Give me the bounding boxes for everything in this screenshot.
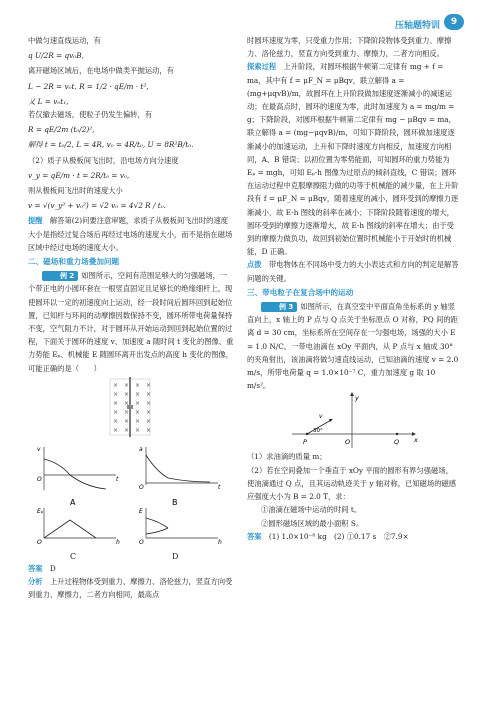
origin-label: O	[37, 538, 42, 546]
answer-value: D	[49, 563, 56, 573]
origin-label: O	[37, 475, 42, 483]
right-column	[247, 34, 459, 543]
point-q-label: Q	[394, 438, 400, 447]
field-cross: ×	[124, 390, 130, 398]
answer-value: (1) 1.0×10⁻⁸ kg (2) ①0.17 s ②7.9×	[268, 531, 409, 541]
question-2: （2）若在空间叠加一个垂直于 xOy 平面的圆形有界匀强磁场，使油滴通过 Q 点，且其运动轨迹关于 y 轴对称，已知磁场的磁感应强度大小为 B = 2.0 T，求：	[247, 465, 457, 502]
point-text: 带电物体在不同场中受力的大小表达式和方向的判定是解答问题的关键。	[247, 260, 459, 283]
graph-d	[139, 508, 222, 546]
left-column	[28, 34, 234, 601]
equation: 解得 t = t₀/2, L = 4R, v₀ = 4R/t₀, U = 8R²B/t₀.	[28, 140, 194, 150]
field-cross: ×	[146, 381, 152, 389]
example-2	[28, 269, 234, 375]
figure-label-b: B	[172, 497, 178, 507]
equation: R = qE/2m (t₀/2)²,	[28, 125, 95, 135]
figure-labels-row	[28, 550, 234, 562]
tip-paragraph	[28, 214, 234, 254]
field-cross: ×	[113, 399, 119, 407]
text-line: 若仅撤去磁场，使粒子仍发生偏转，有	[28, 110, 153, 120]
analysis-paragraph	[28, 575, 234, 601]
angle-label: 30°	[313, 428, 323, 435]
field-cross: ×	[113, 426, 119, 434]
field-cross: ×	[135, 417, 141, 425]
text-line: 则从极板间飞出时的速度大小	[28, 186, 123, 196]
figure-area	[28, 375, 234, 550]
example-2-text: 如图所示，空间有范围足够大的匀强磁场，一个带正电的小圆环套在一根竖直固定且足够长的绝缘细杆上，现使圆环以一定的初速度向上运动，经一段时间后圆环回到起始位置，已知杆与环间的动摩擦因数保持不变，圆环所带电荷量保持不变，空气阻力不计，对于圆环从开始运动到回到起始位置的过程，下面关于圆环的速度 v、加速度 a 随时间 t 变化的图像、重力势能 Eₚ、机械能 E 随圆环离开出发点的高度 h 变化的图像，可能正确的是（ ）	[28, 271, 234, 373]
question-1: （1）求油滴的质量 m；	[247, 452, 327, 462]
explore-label: 探索过程	[247, 62, 277, 72]
question-2a: ①油滴在磁场中运动的时间 t。	[261, 505, 362, 515]
field-cross: ×	[135, 408, 141, 416]
origin-label: O	[139, 483, 144, 491]
graph-c	[37, 508, 120, 546]
tip-text: 解答第(2)问要注意审题，求质子从极板间飞出时的速度大小是指经过复合场后再经过电场的速度大小，而不是指在磁场区域中经过电场的速度大小。	[28, 216, 233, 252]
figure-label-c: C	[70, 551, 77, 561]
continuation-text: 时圆环速度为零，只受重力作用；下降阶段物体受到重力、摩擦力、洛伦兹力，竖直方向受到重力、摩擦力，二者方向相反。	[247, 36, 452, 59]
axis-x-label: t	[218, 483, 221, 491]
x-axis-label: x	[414, 436, 418, 445]
axis-y-label: Eₚ	[37, 507, 44, 515]
page-header	[0, 0, 480, 30]
equation: v_y = qE/m · t = 2R/t₀ = v₀,	[28, 170, 130, 180]
example-3	[247, 300, 459, 392]
graph-b	[139, 446, 221, 491]
text-line: （2）质子从极板间飞出时，沿电场方向分速度	[28, 155, 179, 165]
answer-line	[28, 562, 234, 575]
origin-label: O	[139, 538, 144, 546]
equation: L − 2R = v₀t, R = 1/2 · qE/m · t²,	[28, 81, 149, 91]
field-cross: ×	[146, 390, 152, 398]
analysis-text: 上升过程物体受到重力、摩擦力、洛伦兹力，竖直方向受到重力、摩擦力，二者方向相同，最高点	[28, 577, 233, 600]
equation: q U/2R = qv₀B,	[28, 51, 84, 61]
equation: v = √(v_y² + v₀²) = √2 v₀ = 4√2 R / t₀.	[28, 201, 166, 211]
answer-label: 答案	[247, 531, 262, 541]
field-cross: ×	[135, 390, 141, 398]
point-label: 点拨	[247, 260, 262, 270]
field-cross: ×	[124, 426, 130, 434]
field-cross: ×	[113, 390, 119, 398]
section-heading: 二、磁场和重力场叠加问题	[28, 257, 120, 267]
equation: 又 L = v₀t₁,	[28, 96, 69, 106]
y-axis-label: y	[355, 394, 359, 403]
answer-label: 答案	[28, 563, 43, 573]
field-cross: ×	[124, 381, 130, 389]
point-paragraph	[247, 258, 459, 284]
header-title: 压轴题特训	[394, 21, 440, 31]
field-cross: ×	[146, 399, 152, 407]
field-cross: ×	[135, 426, 141, 434]
field-cross: ×	[146, 426, 152, 434]
text-line: 中做匀速直线运动，有	[28, 36, 101, 45]
axis-y-label: a	[139, 445, 143, 453]
axis-x-label: t	[116, 475, 119, 483]
point-p-label: P	[303, 438, 307, 447]
question-2b: ②圆形磁场区域的最小面积 S。	[261, 518, 364, 528]
axis-y-label: E	[139, 507, 143, 515]
field-cross: ×	[124, 408, 130, 416]
coordinate-diagram	[247, 392, 459, 450]
field-cross: ×	[135, 399, 141, 407]
example-2-figures	[28, 375, 234, 550]
page-number: 9	[444, 14, 464, 30]
origin-label: O	[345, 438, 351, 447]
field-cross: ×	[146, 408, 152, 416]
example-tag: 例 3	[261, 302, 297, 312]
text-line: 离开磁场区域后，在电场中做类平抛运动，有	[28, 66, 174, 76]
field-cross: ×	[124, 417, 130, 425]
analysis-label: 分析	[28, 577, 43, 587]
example-3-text: 如图所示，在真空室中平面直角坐标系的 y 轴竖直向上，x 轴上的 P 点与 Q 点关于坐标原点 O 对称，PQ 间的距离 d = 30 cm，坐标系所在空间存在一匀强电场，场强的大小 E = 1.0 N/C。一带电油滴在 xOy 平面内，从 P 点与 x 轴成 30° 的夹角射出，该油滴将做匀速直线运动，已知油滴的速度 v = 2.0 m/s，所带电荷量 q = 1.0×10⁻⁷ C，重力加速度 g 取 10 m/s²。	[247, 302, 459, 391]
graph-a	[37, 446, 119, 490]
field-cross: ×	[113, 417, 119, 425]
field-cross: ×	[113, 408, 119, 416]
tip-label: 提醒	[28, 216, 43, 226]
field-cross: ×	[124, 399, 130, 407]
explore-paragraph	[247, 60, 459, 258]
axis-x-label: h	[116, 538, 120, 546]
axis-y-label: v	[37, 445, 41, 453]
axis-x-label: h	[218, 538, 222, 546]
answer-line	[247, 530, 459, 543]
section-heading: 三、带电粒子在复合场中的运动	[247, 287, 354, 297]
explore-text: 上升阶段，对圆环根据牛顿第二定律有 mg + f = ma，其中有 f = μF_N = μBqv，联立解得 a = (mg+μqvB)/m，故圆环在上升阶段做加速度逐渐减小的减速运动；在最高点时，圆环的速度为零，此时加速度为 a = mg/m = g；下降阶段，对圆环根据牛顿第二定律有 mg − μBqv = ma，联立解得 a = (mg−μqvB)/m，可知下降阶段，圆环做加速度逐渐减小的加速运动，上升和下降时速度方向相反，加速度方向相同，A、B 错误；以初位置为零势能面，可知圆环的重力势能为 Eₚ = mgh，可知 Eₚ-h 图像为过原点的倾斜直线，C 错误；圆环在运动过程中克服摩擦阻力做的功等于机械能的减少量，在上升阶段有 f = μF_N = μBqv，随着速度的减小，圆环受到的摩擦力逐渐减小，故 E-h 图线的斜率在减小；下降阶段随着速度的增大，圆环受到的摩擦力逐渐增大，故 E-h 图线的斜率在增大；由于受到的摩擦力做负功，故回到初始位置时机械能小于开始时的机械能，D 正确。	[247, 62, 459, 257]
velocity-label: v	[319, 413, 323, 421]
field-cross: ×	[113, 381, 119, 389]
magnetic-field-diagram	[110, 377, 151, 437]
field-cross: ×	[146, 417, 152, 425]
field-cross: ×	[135, 381, 141, 389]
figure-label-a: A	[70, 497, 76, 507]
figure-label-d: D	[172, 551, 179, 561]
example-tag: 例 2	[42, 271, 78, 281]
